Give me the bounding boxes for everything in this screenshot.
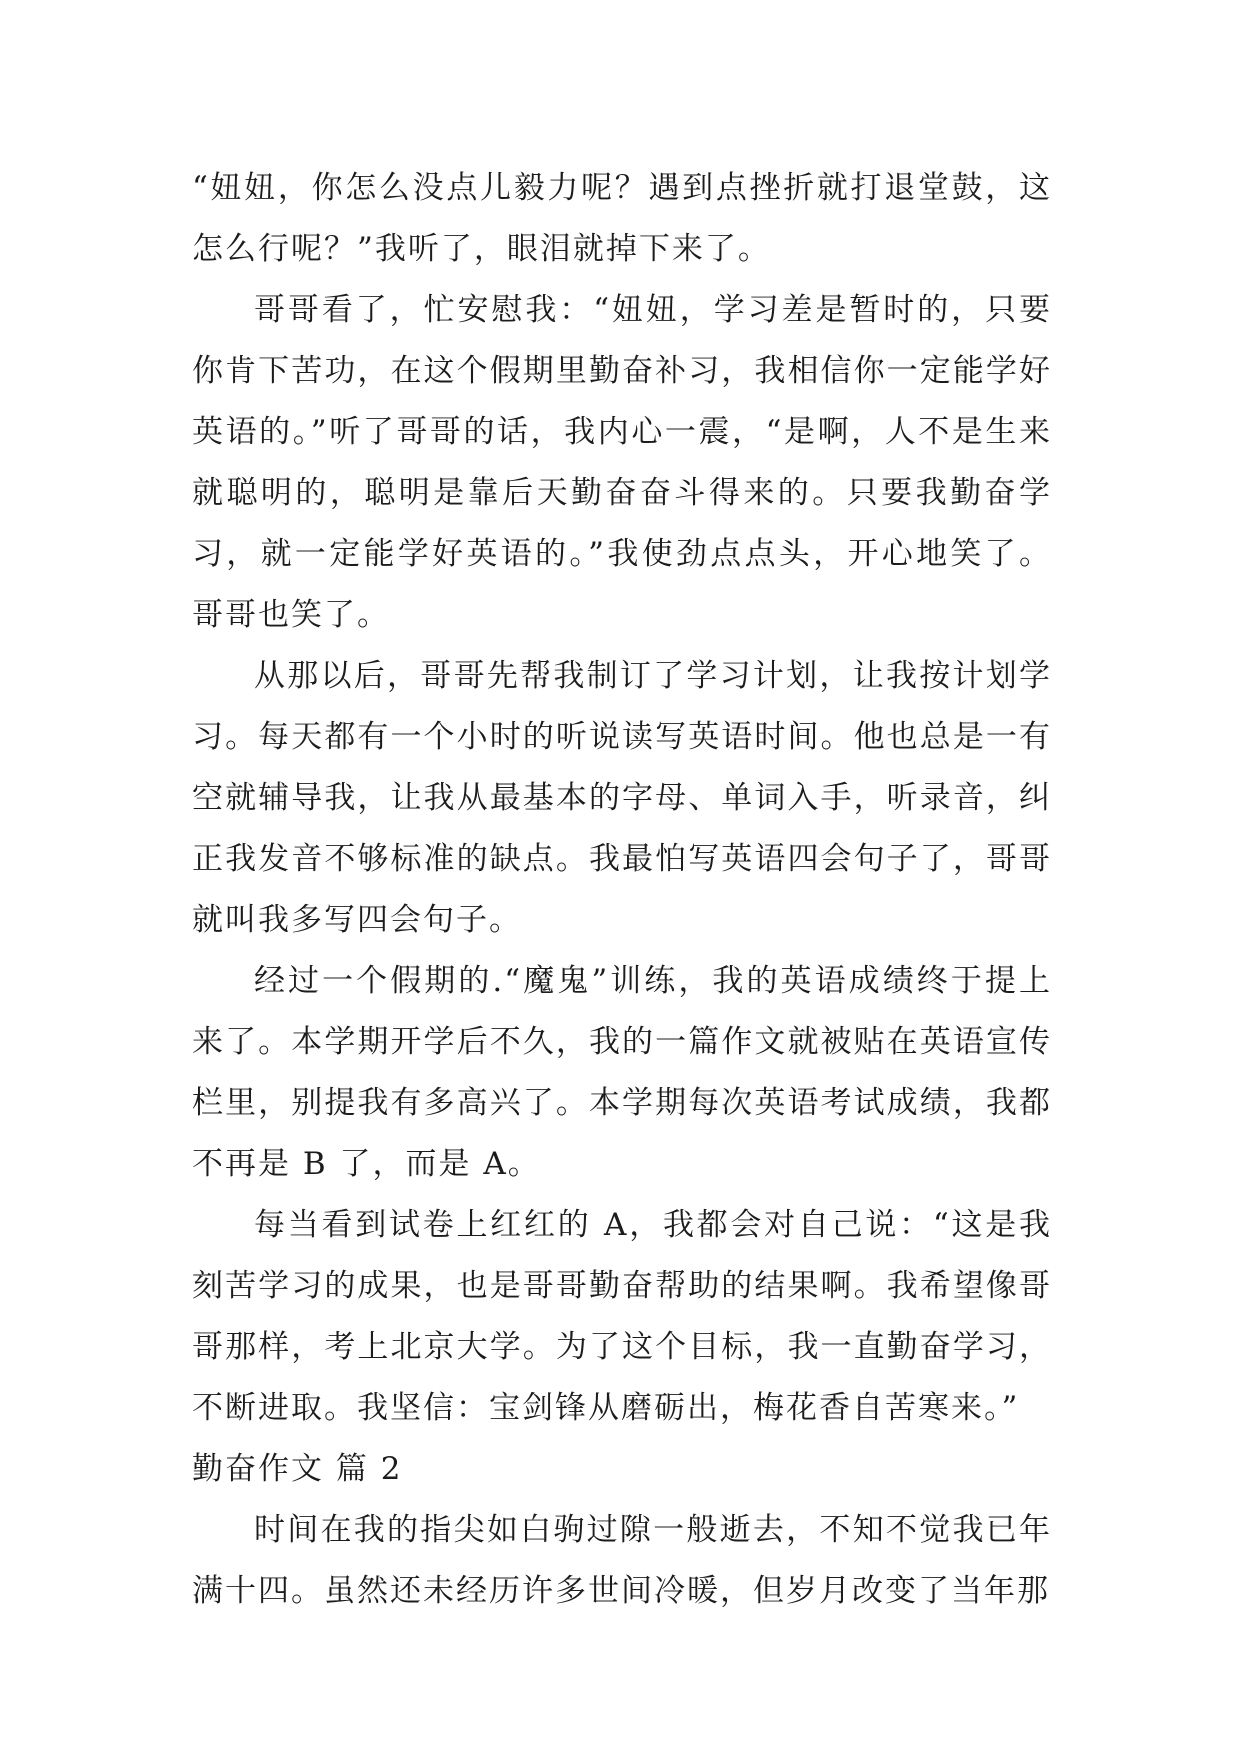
paragraph-1: “妞妞，你怎么没点儿毅力呢？遇到点挫折就打退堂鼓，这怎么行呢？”我听了，眼泪就掉下来了。 — [192, 170, 1052, 267]
paragraph-4: 经过一个假期的.“魔鬼”训练，我的英语成绩终于提上来了。本学期开学后不久，我的一篇作文就被贴在英语宣传栏里，别提我有多高兴了。本学期每次英语考试成绩，我都不再是 B 了，而是 A。 — [192, 963, 1052, 1182]
paragraph-5: 每当看到试卷上红红的 A，我都会对自己说：“这是我刻苦学习的成果，也是哥哥勤奋帮助的结果啊。我希望像哥哥那样，考上北京大学。为了这个目标，我一直勤奋学习，不断进取。我坚信：宝剑锋从磨砺出，梅花香自苦寒来。” — [192, 1207, 1052, 1426]
paragraph-3: 从那以后，哥哥先帮我制订了学习计划，让我按计划学习。每天都有一个小时的听说读写英语时间。他也总是一有空就辅导我，让我从最基本的字母、单词入手，听录音，纠正我发音不够标准的缺点。我最怕写英语四会句子了，哥哥就叫我多写四会句子。 — [192, 658, 1052, 938]
section-heading: 勤奋作文 篇 2 — [192, 1451, 403, 1487]
document-body — [192, 158, 1052, 1622]
paragraph-2: 哥哥看了，忙安慰我：“妞妞，学习差是暂时的，只要你肯下苦功，在这个假期里勤奋补习，我相信你一定能学好英语的。”听了哥哥的话，我内心一震，“是啊，人不是生来就聪明的，聪明是靠后天勤奋奋斗得来的。只要我勤奋学习，就一定能学好英语的。”我使劲点点头，开心地笑了。哥哥也笑了。 — [192, 292, 1052, 633]
paragraph-6: 时间在我的指尖如白驹过隙一般逝去，不知不觉我已年满十四。虽然还未经历许多世间冷暖，但岁月改变了当年那 — [192, 1512, 1052, 1609]
